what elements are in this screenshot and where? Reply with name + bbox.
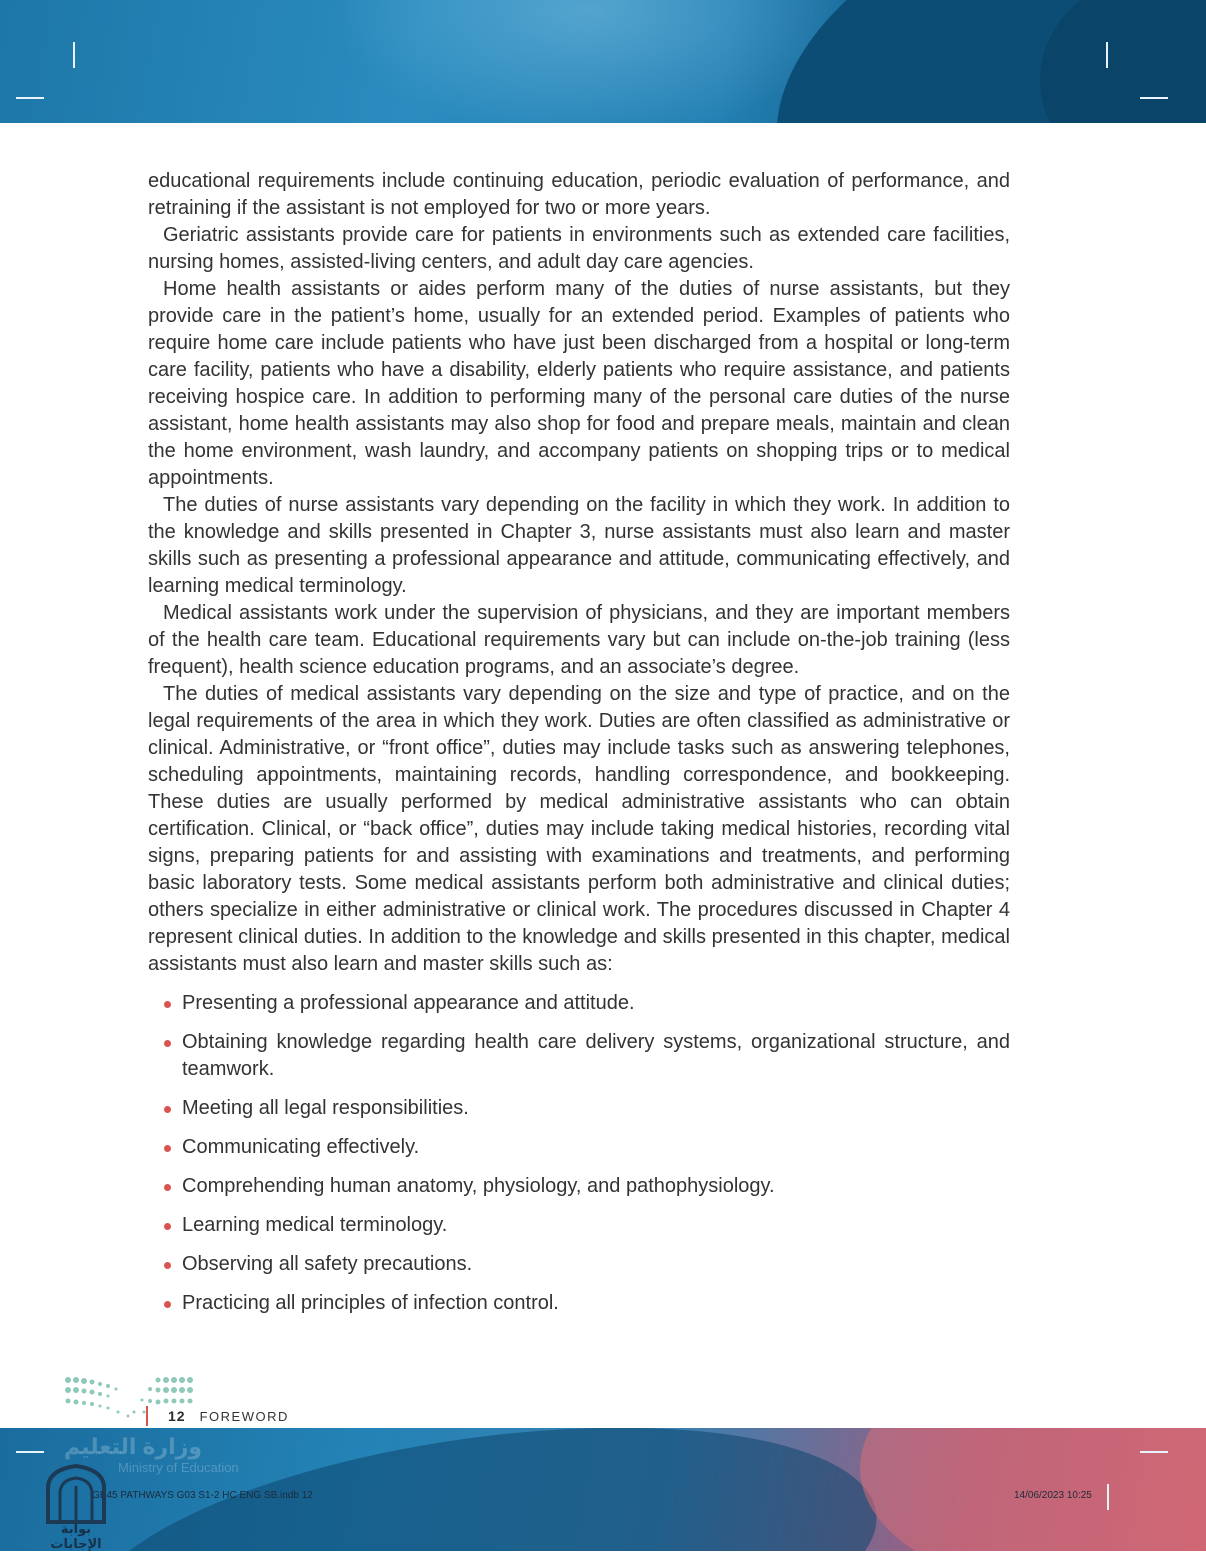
ministry-name-en: Ministry of Education — [118, 1460, 239, 1475]
list-item: Practicing all principles of infection control. — [148, 1290, 1010, 1317]
list-item: Observing all safety precautions. — [148, 1251, 1010, 1278]
paragraph: Home health assistants or aides perform many of the duties of nurse assistants, but they provide care in the patient’s home, usually for an extended period. Examples of patients who require home care include patients who have just been discharged from a hospital or long-term care facility, patients who have a disability, elderly patients who require assistance, and patients receiving hospice care. In addition to performing many of the personal care duties of the nurse assistant, home health assistants may also shop for food and prepare meals, maintain and clean the home environment, wash laundry, and accompany patients on shopping trips or to medical appointments. — [148, 278, 1010, 489]
list-item: Comprehending human anatomy, physiology, and pathophysiology. — [148, 1173, 1010, 1200]
bullet-icon — [164, 1184, 171, 1191]
list-item: Communicating effectively. — [148, 1134, 1010, 1161]
file-info: GE45 PATHWAYS G03 S1-2 HC ENG SB.indb 12 — [92, 1490, 313, 1501]
paragraph: The duties of medical assistants vary depending on the size and type of practice, and on the legal requirements of the area in which they work. Duties are often classified as administrative or clinical. Administrative, or “front office”, duties may include tasks such as answering telephones, scheduling appointments, maintaining records, handling correspondence, and bookkeeping. These duties are usually performed by medical administrative assistants who can obtain certification. Clinical, or “back office”, duties may include taking medical histories, recording vital signs, preparing patients for and assisting with examinations and treatments, and performing basic laboratory tests. Some medical assistants perform both administrative and clinical duties; others specialize in either administrative or clinical work. The procedures discussed in Chapter 4 represent clinical duties. In addition to the knowledge and skills presented in this chapter, medical assistants must also learn and master skills such as: — [148, 683, 1010, 975]
crop-mark — [16, 1451, 44, 1453]
crop-mark — [1107, 1484, 1109, 1510]
crop-mark — [1140, 1451, 1168, 1453]
list-item: Presenting a professional appearance and attitude. — [148, 990, 1010, 1017]
crop-mark — [16, 97, 44, 99]
list-item: Meeting all legal responsibilities. — [148, 1095, 1010, 1122]
paragraph: The duties of nurse assistants vary depending on the facility in which they work. In addition to the knowledge and skills presented in Chapter 3, nurse assistants must also learn and master skills such as presenting a professional appearance and attitude, communicating effectively, and learning medical terminology. — [148, 494, 1010, 597]
page-number: 12 — [168, 1408, 186, 1424]
section-title: FOREWORD — [199, 1408, 289, 1424]
footer-divider — [146, 1406, 148, 1426]
paragraph: Medical assistants work under the supervision of physicians, and they are important members of the health care team. Educational requirements vary but can include on-the-job training (less frequent), health science education programs, and an associate’s degree. — [148, 602, 1010, 678]
page-footer — [146, 1404, 289, 1428]
bullet-icon — [164, 1301, 171, 1308]
crop-mark — [1140, 97, 1168, 99]
crop-mark — [1106, 42, 1108, 68]
bullet-icon — [164, 1040, 171, 1047]
bullet-icon — [164, 1223, 171, 1230]
list-item: Learning medical terminology. — [148, 1212, 1010, 1239]
bullet-icon — [164, 1106, 171, 1113]
list-item: Obtaining knowledge regarding health care delivery systems, organizational structure, and teamwork. — [148, 1029, 1010, 1083]
bullet-icon — [164, 1001, 171, 1008]
header-banner — [0, 0, 1206, 123]
skills-list — [148, 990, 1010, 1317]
paragraph: educational requirements include continuing education, periodic evaluation of performance, and retraining if the assistant is not employed for two or more years. — [148, 170, 1010, 219]
portal-name: بوابة الإجابات — [50, 1522, 102, 1552]
bullet-icon — [164, 1262, 171, 1269]
crop-mark — [73, 42, 75, 68]
paragraph: Geriatric assistants provide care for patients in environments such as extended care facilities, nursing homes, assisted-living centers, and adult day care agencies. — [148, 224, 1010, 273]
ministry-name-ar: وزارة التعليم — [64, 1434, 203, 1459]
main-text — [148, 168, 1010, 1329]
print-timestamp: 14/06/2023 10:25 — [1014, 1490, 1092, 1501]
bullet-icon — [164, 1145, 171, 1152]
